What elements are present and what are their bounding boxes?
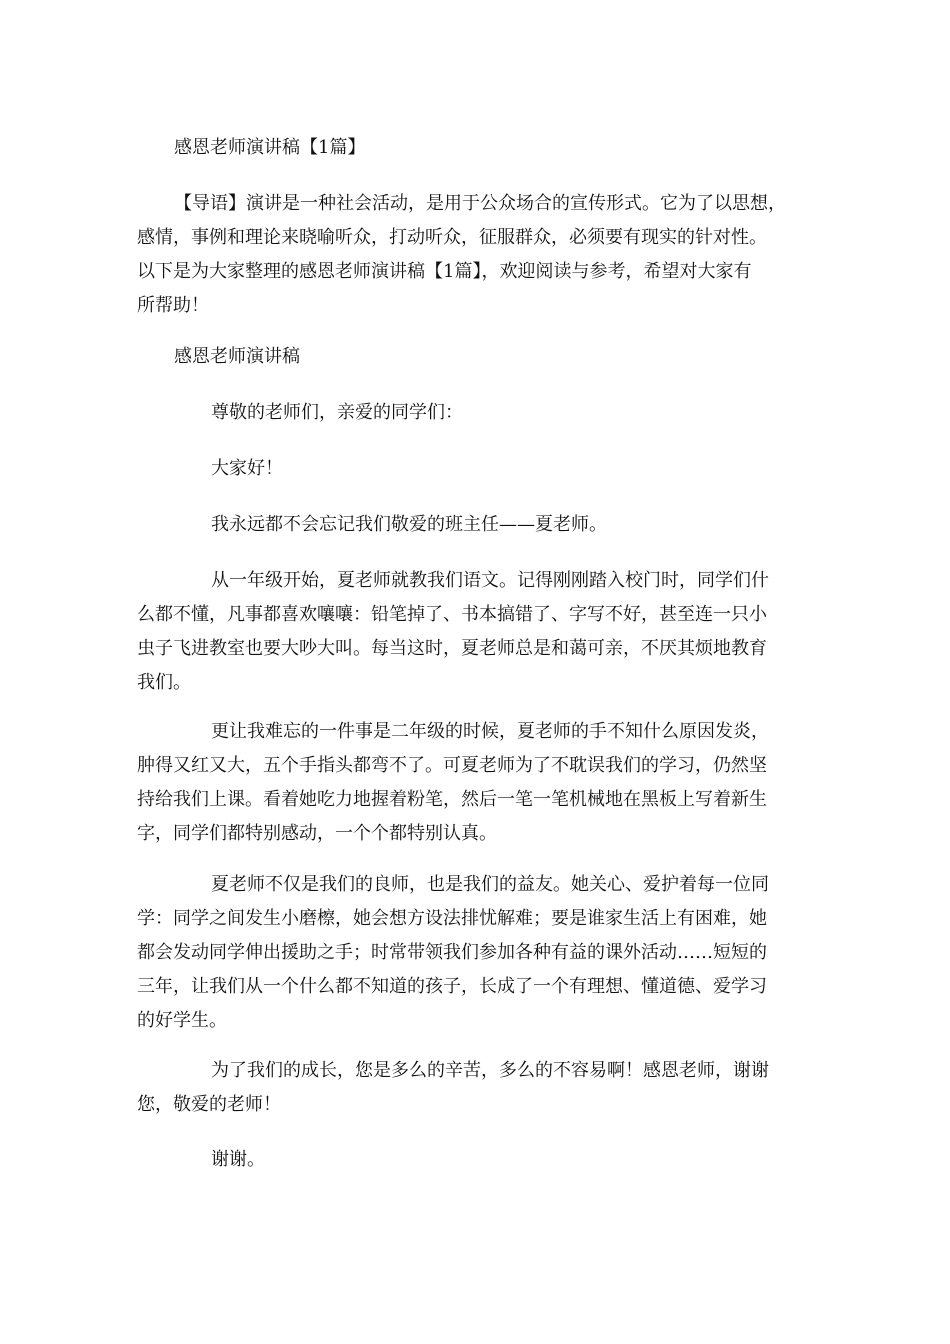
section-heading: 感恩老师演讲稿 [174,346,300,367]
paragraph-5: 为了我们的成长，您是多么的辛苦，多么的不容易啊！感恩老师，谢谢 您，敬爱的老师！ [137,1060,769,1115]
paragraph-3: 更让我难忘的一件事是二年级的时候，夏老师的手不知什么原因发炎， 肿得又红又大，五个手指头都弯不了。可夏老师为了不耽误我们的学习，仍然坚 持给我们上课。看着她吃力地握着粉笔，然后一笔一笔机械地在黑板上写着新生 字，同学们都特别感动，一个个都特别认真。 [137,721,769,844]
intro-line: 感情，事例和理论来晓喻听众，打动听众，征服群众，必须要有现实的针对性。 [137,227,767,248]
intro-line: 【导语】演讲是一种社会活动，是用于公众场合的宣传形式。它为了以思想， [174,193,786,214]
intro-paragraph [137,187,786,323]
closing: 谢谢。 [211,1149,265,1170]
intro-line: 以下是为大家整理的感恩老师演讲稿【1篇】，欢迎阅读与参考，希望对大家有 [137,261,752,282]
greeting: 大家好！ [211,458,283,479]
document-title: 感恩老师演讲稿【1篇】 [174,137,366,158]
paragraph-4: 夏老师不仅是我们的良师，也是我们的益友。她关心、爱护着每一位同 学：同学之间发生小磨檫，她会想方设法排忧解难；要是谁家生活上有困难，她 都会发动同学伸出援助之手；时常带领我们参加各种有益的课外活动……短短的 三年，让我们从一个什么都不知道的孩子，长成了一个有理想、懂道德、爱学习 的好学生。 [137,874,769,1031]
paragraph-1: 我永远都不会忘记我们敬爱的班主任——夏老师。 [211,514,607,535]
paragraph-2: 从一年级开始，夏老师就教我们语文。记得刚刚踏入校门时，同学们什 么都不懂，凡事都喜欢嚷嚷：铅笔掉了、书本搞错了、字写不好，甚至连一只小 虫子飞进教室也要大吵大叫。每当这时，夏老师总是和蔼可亲，不厌其烦地教育 我们。 [137,570,769,693]
salutation: 尊敬的老师们，亲爱的同学们： [211,402,463,423]
intro-line: 所帮助！ [137,295,209,316]
